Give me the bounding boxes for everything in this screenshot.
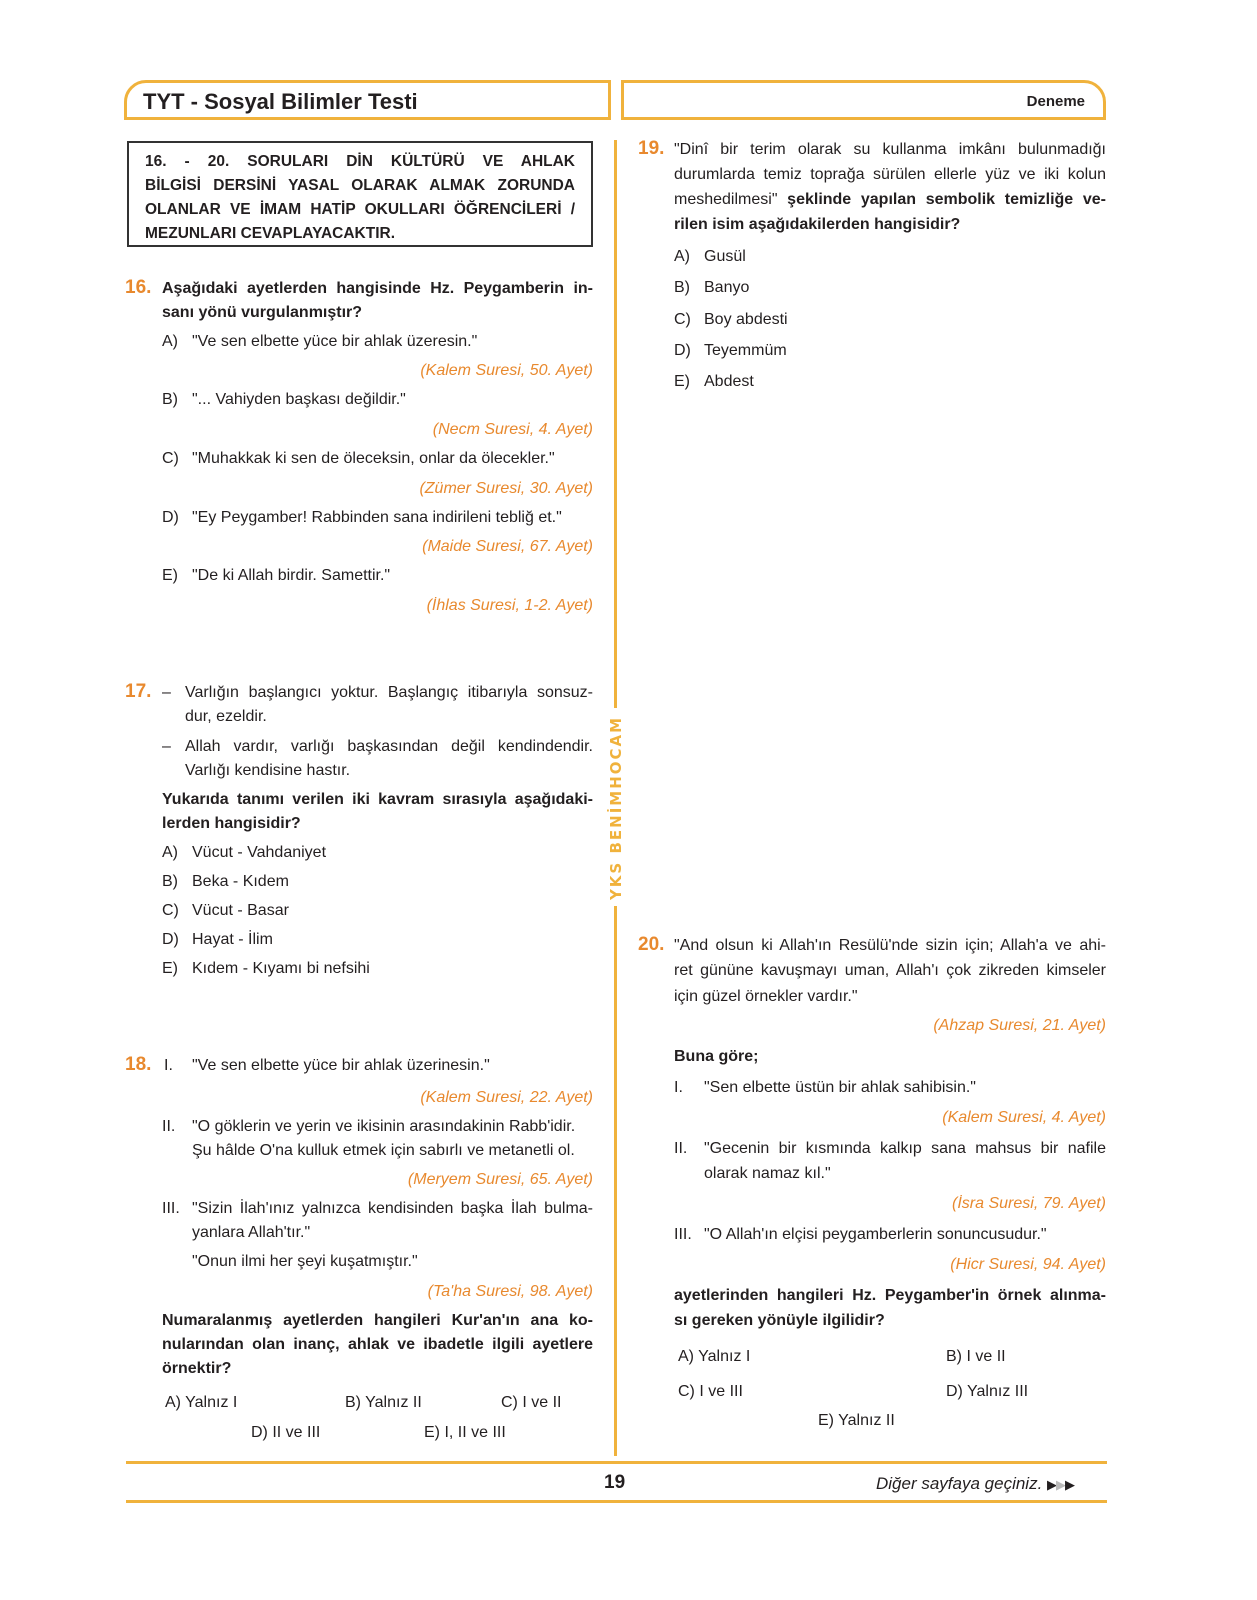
header-right-box [621, 80, 1106, 120]
option-label: C) [674, 311, 691, 328]
next-page-prompt [876, 1474, 1074, 1494]
option-text: Banyo [704, 279, 750, 296]
option-text: Abdest [704, 373, 754, 390]
option-text: Vücut - Vahdaniyet [192, 844, 327, 861]
answer-option-e[interactable] [162, 960, 370, 978]
arrow-right-icons [1047, 1477, 1074, 1492]
answer-option-c[interactable] [501, 1394, 561, 1412]
option-label: A) [162, 333, 178, 350]
verse-source: (Maide Suresi, 67. Ayet) [422, 538, 593, 555]
option-text: "Muhakkak ki sen de öleceksin, onlar da ölecekler." [192, 450, 555, 467]
verse-source: (Meryem Suresi, 65. Ayet) [407, 1171, 593, 1188]
option-text: Beka - Kıdem [192, 873, 289, 890]
option-text: "Ve sen elbette yüce bir ahlak üzeresin." [192, 333, 478, 350]
option-text: I ve II [966, 1348, 1006, 1365]
stem-bold-text: şeklinde yapılan sembolik temizliğe ve- [787, 191, 1106, 208]
option-text: Yalnız III [967, 1383, 1029, 1400]
option-text: II ve III [272, 1424, 321, 1441]
option-label: D) [674, 342, 691, 359]
option-text: Vücut - Basar [192, 902, 289, 919]
option-label: B) [162, 873, 178, 890]
option-label: B) [946, 1348, 962, 1365]
arrow-right-icon: ▶ [1065, 1477, 1075, 1492]
answer-option-a[interactable] [674, 248, 746, 266]
verse-source: (İhlas Suresi, 1-2. Ayet) [426, 597, 593, 614]
notice-line: MEZUNLARI CEVAPLAYACAKTIR. [145, 225, 396, 242]
statement-line: Varlığı kendisine hastır. [185, 762, 351, 779]
statement-line: "Onun ilmi her şeyi kuşatmıştır." [192, 1253, 418, 1270]
answer-option-e[interactable] [818, 1412, 895, 1430]
quote-line: "And olsun ki Allah'ın Resülü'nde sizin için; Allah'a ve ahi- [674, 937, 1106, 954]
footer-top-rule [126, 1461, 1107, 1464]
notice-line: BİLGİSİ DERSİNİ YASAL OLARAK ALMAK ZORUNDA [145, 177, 575, 194]
question-stem [674, 191, 1106, 209]
quote-line: için güzel örnekler vardır." [674, 988, 858, 1005]
question-stem: Yukarıda tanımı verilen iki kavram sırasıyla aşağıdaki- [162, 791, 593, 808]
answer-option-b[interactable] [946, 1348, 1006, 1366]
statement-line: "Sizin İlah'ınız yalnızca kendisinden başka İlah bulma- [192, 1200, 593, 1217]
statement-line: Varlığın başlangıcı yoktur. Başlangıç itibarıyla sonsuz- [185, 684, 593, 701]
answer-option-a[interactable] [165, 1394, 237, 1412]
answer-option-e[interactable] [674, 373, 754, 391]
option-label: D) [251, 1424, 268, 1441]
option-label: A) [678, 1348, 694, 1365]
option-text: Hayat - İlim [192, 931, 273, 948]
intro-text: Buna göre; [674, 1048, 759, 1065]
verse-source: (Ta'ha Suresi, 98. Ayet) [427, 1283, 593, 1300]
question-stem: Aşağıdaki ayetlerden hangisinde Hz. Peygamberin in- [162, 280, 593, 297]
watermark-text: YKS BENİMHOCAM [607, 715, 626, 901]
statement-line: "Gecenin bir kısmında kalkıp sana mahsus bir nafile [704, 1140, 1106, 1157]
statement-line: olarak namaz kıl." [704, 1165, 831, 1182]
statement-line: yanlara Allah'tır." [192, 1224, 311, 1241]
test-title: TYT - Sosyal Bilimler Testi [143, 89, 418, 114]
option-label: D) [946, 1383, 963, 1400]
answer-option-a[interactable] [162, 844, 326, 862]
answer-option-b[interactable] [162, 873, 289, 891]
bullet-dash: – [162, 684, 171, 701]
option-text: I ve III [699, 1383, 743, 1400]
next-page-text: Diğer sayfaya geçiniz. [876, 1474, 1043, 1493]
statement-line: dur, ezeldir. [185, 708, 267, 725]
verse-source: (İsra Suresi, 79. Ayet) [952, 1195, 1106, 1212]
stem-text: meshedilmesi" [674, 191, 788, 208]
question-number: 18. [125, 1054, 152, 1075]
option-text: Teyemmüm [704, 342, 787, 359]
question-stem: ayetlerinden hangileri Hz. Peygamber'in örnek alınma- [674, 1287, 1106, 1304]
statement-line: "Sen elbette üstün bir ahlak sahibisin." [704, 1079, 976, 1096]
notice-line: OLANLAR VE İMAM HATİP OKULLARI ÖĞRENCİLERİ / [145, 201, 575, 218]
roman-numeral: II. [674, 1140, 688, 1157]
option-label: E) [162, 567, 178, 584]
watermark-brand [604, 715, 628, 901]
question-stem: örnektir? [162, 1360, 232, 1377]
column-divider [614, 906, 617, 1456]
question-number: 19. [638, 138, 665, 159]
option-label: C) [162, 902, 179, 919]
verse-source: (Hicr Suresi, 94. Ayet) [950, 1256, 1106, 1273]
option-label: B) [674, 279, 690, 296]
option-text: Yalnız II [838, 1412, 895, 1429]
roman-numeral: III. [674, 1226, 692, 1243]
answer-option-d[interactable] [251, 1424, 320, 1442]
statement-line: "Ve sen elbette yüce bir ahlak üzerinesin." [192, 1057, 490, 1074]
verse-source: (Ahzap Suresi, 21. Ayet) [933, 1017, 1106, 1034]
question-stem: sı gereken yönüyle ilgilidir? [674, 1312, 885, 1329]
option-label: B) [162, 391, 178, 408]
answer-option-a[interactable] [678, 1348, 750, 1366]
option-label: C) [678, 1383, 695, 1400]
question-stem: "Dinî bir terim olarak su kullanma imkânı bulunmadığı [674, 141, 1106, 158]
header-title-box [124, 80, 611, 120]
instructions-notice [127, 141, 593, 247]
option-text: Yalnız II [365, 1394, 422, 1411]
option-text: I ve II [522, 1394, 562, 1411]
option-label: A) [162, 844, 178, 861]
page-number: 19 [604, 1472, 626, 1493]
roman-numeral: III. [162, 1200, 180, 1217]
statement-line: Şu hâlde O'na kulluk etmek için sabırlı ve metanetli ol. [192, 1142, 575, 1159]
answer-option-e[interactable] [424, 1424, 506, 1442]
question-number: 20. [638, 934, 665, 955]
answer-option-c[interactable] [674, 311, 788, 329]
verse-source: (Kalem Suresi, 4. Ayet) [942, 1109, 1106, 1126]
option-text: Gusül [704, 248, 746, 265]
answer-option-c[interactable] [162, 902, 289, 920]
exam-type-label: Deneme [1026, 93, 1085, 110]
question-number: 17. [125, 681, 152, 702]
answer-option-b[interactable] [674, 279, 749, 297]
option-label: D) [162, 931, 179, 948]
option-label: E) [818, 1412, 834, 1429]
notice-line: 16. - 20. SORULARI DİN KÜLTÜRÜ VE AHLAK [145, 153, 575, 170]
option-text: "... Vahiyden başkası değildir." [192, 391, 406, 408]
statement-line: Allah vardır, varlığı başkasından değil kendindendir. [185, 738, 593, 755]
question-number: 16. [125, 277, 152, 298]
question-stem: durumlarda temiz toprağa sürülen ellerle yüz ve iki kolun [674, 166, 1106, 183]
option-label: C) [162, 450, 179, 467]
answer-option-d[interactable] [162, 931, 273, 949]
answer-option-c[interactable] [678, 1383, 743, 1401]
arrow-right-icon: ▶ [1047, 1477, 1057, 1492]
footer-bottom-rule [126, 1500, 1107, 1503]
option-text: Kıdem - Kıyamı bi nefsihi [192, 960, 370, 977]
answer-option-b[interactable] [345, 1394, 422, 1412]
option-label: E) [424, 1424, 440, 1441]
option-text: "Ey Peygamber! Rabbinden sana indirileni tebliğ et." [192, 509, 562, 526]
roman-numeral: II. [162, 1118, 176, 1135]
verse-source: (Kalem Suresi, 22. Ayet) [420, 1089, 593, 1106]
question-stem: Numaralanmış ayetlerden hangileri Kur'an'ın ana ko- [162, 1312, 593, 1329]
option-label: B) [345, 1394, 361, 1411]
verse-source: (Necm Suresi, 4. Ayet) [432, 421, 593, 438]
answer-option-e[interactable] [162, 567, 390, 585]
question-stem: lerden hangisidir? [162, 815, 301, 832]
option-label: A) [674, 248, 690, 265]
answer-option-d[interactable] [674, 342, 787, 360]
answer-option-a[interactable] [162, 333, 477, 351]
question-stem: sanı yönü vurgulanmıştır? [162, 304, 363, 321]
option-text: I, II ve III [444, 1424, 506, 1441]
option-label: C) [501, 1394, 518, 1411]
answer-option-c[interactable] [162, 450, 555, 468]
option-text: "De ki Allah birdir. Samettir." [192, 567, 391, 584]
option-text: Yalnız I [698, 1348, 751, 1365]
arrow-right-icon: ▶ [1056, 1477, 1066, 1492]
answer-option-d[interactable] [162, 509, 562, 527]
answer-option-b[interactable] [162, 391, 406, 409]
option-label: E) [674, 373, 690, 390]
option-text: Boy abdesti [704, 311, 788, 328]
statement-line: "O Allah'ın elçisi peygamberlerin sonuncusudur." [704, 1226, 1047, 1243]
option-label: E) [162, 960, 178, 977]
answer-option-d[interactable] [946, 1383, 1028, 1401]
roman-numeral: I. [164, 1057, 173, 1074]
verse-source: (Kalem Suresi, 50. Ayet) [420, 362, 593, 379]
option-text: Yalnız I [185, 1394, 238, 1411]
roman-numeral: I. [674, 1079, 683, 1096]
question-stem: nularından olan inanç, ahlak ve ibadetle ilgili ayetlere [162, 1336, 593, 1353]
statement-line: "O göklerin ve yerin ve ikisinin arasındakinin Rabb'idir. [192, 1118, 576, 1135]
option-label: D) [162, 509, 179, 526]
column-divider [614, 140, 617, 708]
quote-line: ret gününe kavuşmayı uman, Allah'ı çok zikreden kimseler [674, 962, 1106, 979]
bullet-dash: – [162, 738, 171, 755]
verse-source: (Zümer Suresi, 30. Ayet) [419, 480, 593, 497]
option-label: A) [165, 1394, 181, 1411]
question-stem: rilen isim aşağıdakilerden hangisidir? [674, 216, 961, 233]
